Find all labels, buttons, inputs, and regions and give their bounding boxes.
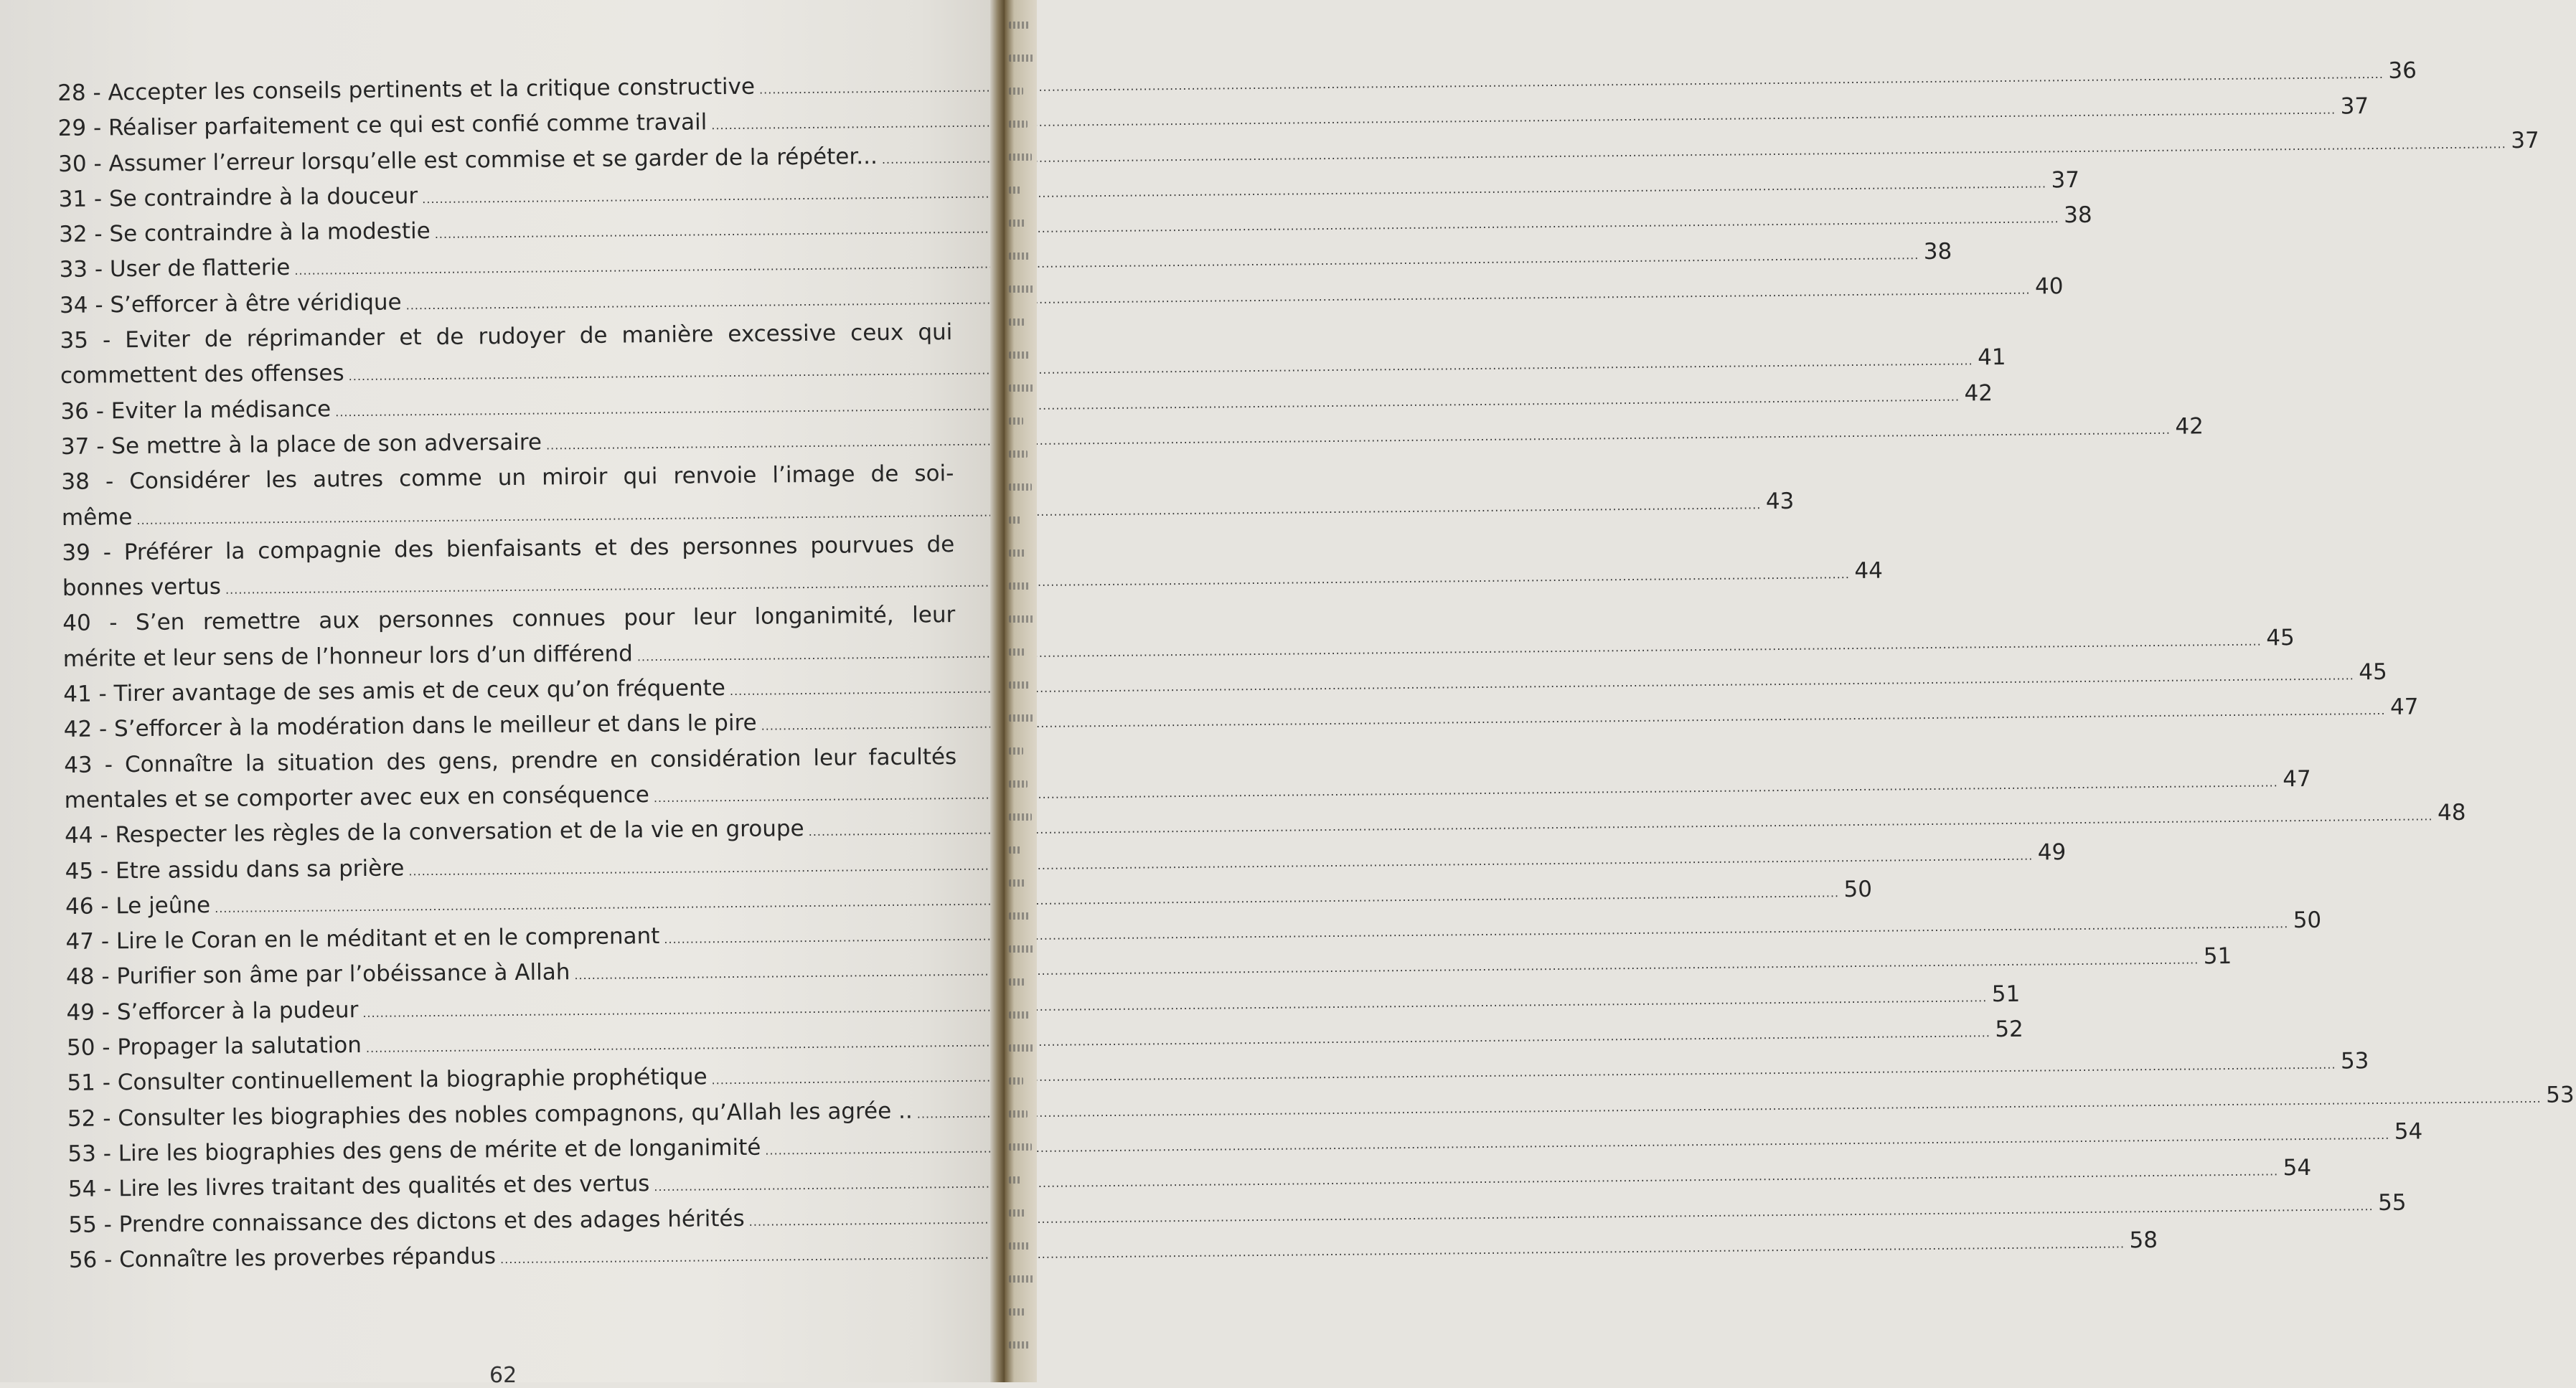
toc-word: réprimander — [246, 324, 385, 352]
toc-word: remettre — [202, 608, 301, 636]
adjacent-page-text-fragment — [1009, 1011, 1029, 1019]
toc-word: les — [265, 467, 298, 494]
toc-entry-title: 55 - Prendre connaissance des dictons et des adages hérités — [68, 1205, 745, 1238]
page-number: 62 — [489, 1363, 517, 1388]
adjacent-page-text-fragment — [1009, 1341, 1029, 1349]
toc-entry-title: 32 - Se contraindre à la modestie — [58, 218, 431, 248]
book-gutter — [990, 0, 1005, 1382]
toc-entry-title: 48 - Purifier son âme par l’obéissance à Allah — [65, 959, 570, 991]
toc-word: des — [629, 534, 669, 561]
toc-word: et — [399, 324, 422, 351]
toc-entry — [66, 1016, 2023, 1066]
toc-entry-title: bonnes vertus — [62, 574, 222, 602]
adjacent-page-text-fragment — [1009, 1143, 1032, 1151]
toc-word: de — [870, 461, 899, 488]
toc-entry-title: 45 - Etre assidu dans sa prière — [65, 854, 405, 884]
adjacent-page-text-fragment — [1009, 187, 1022, 194]
toc-word: renvoie — [673, 462, 757, 490]
toc-word: 35 — [60, 327, 89, 354]
adjacent-page-text-fragment — [1009, 1275, 1035, 1283]
toc-word: excessive — [728, 320, 837, 348]
adjacent-page-text-fragment — [1009, 55, 1033, 62]
toc-entry — [59, 239, 1952, 288]
toc-word: Considérer — [129, 467, 250, 495]
toc-entry-page: 42 — [1964, 379, 1993, 407]
toc-entry-title: 50 - Propager la salutation — [66, 1032, 362, 1061]
toc-word: gens, — [438, 747, 499, 775]
toc-entry-page: 43 — [1765, 488, 1795, 514]
adjacent-page-text-fragment — [1009, 1242, 1030, 1250]
toc-word: 43 — [64, 752, 93, 778]
toc-entry-page: 58 — [2129, 1227, 2158, 1254]
toc-entry — [65, 943, 2232, 995]
adjacent-page-text-fragment — [1009, 285, 1035, 293]
adjacent-page-text-fragment — [1009, 516, 1022, 524]
toc-word: - — [102, 327, 111, 354]
toc-entry-page: 48 — [2437, 800, 2466, 826]
toc-word: ceux — [850, 319, 904, 346]
toc-word: - — [105, 468, 114, 495]
toc-entry-title: 34 - S’efforcer à être véridique — [59, 289, 402, 318]
adjacent-page-text-fragment — [1009, 483, 1032, 491]
toc-word: manière — [621, 321, 714, 349]
toc-entry-page: 36 — [2388, 57, 2417, 84]
toc-entry-title: 47 - Lire le Coran en le méditant et en le comprenant — [65, 923, 660, 955]
toc-word: 39 — [62, 539, 91, 566]
toc-word: prendre — [510, 747, 598, 774]
toc-word: leur — [813, 744, 857, 771]
toc-entry-page: 50 — [1843, 876, 1873, 902]
toc-entry-title: 51 - Consulter continuellement la biographie prophétique — [67, 1064, 708, 1097]
toc-word: rudoyer — [478, 323, 565, 350]
toc-entry-page: 37 — [2051, 166, 2080, 194]
toc-entry-page: 40 — [2034, 273, 2064, 300]
toc-entry-title: 28 - Accepter les conseils pertinents et la critique constructive — [57, 73, 756, 106]
toc-entry — [60, 379, 1993, 430]
toc-word: longanimité, — [754, 603, 894, 631]
toc-entry — [63, 658, 2387, 712]
adjacent-page-text-fragment — [1009, 945, 1035, 953]
toc-entry-title: 33 - User de flatterie — [59, 255, 291, 283]
adjacent-page-text-fragment — [1009, 1044, 1033, 1052]
toc-word: - — [104, 751, 113, 778]
toc-word: l’image — [772, 461, 855, 488]
adjacent-page-text-fragment — [1009, 351, 1029, 359]
toc-word: - — [103, 539, 112, 566]
adjacent-page-text-fragment — [1009, 1176, 1022, 1184]
toc-word: pour — [624, 605, 675, 631]
toc-entry-page: 38 — [2063, 202, 2092, 229]
toc-entry-title: 46 - Le jeûne — [65, 892, 211, 920]
toc-word: aux — [319, 608, 360, 634]
toc-word: des — [393, 536, 434, 563]
adjacent-page-text-fragment — [1009, 549, 1026, 557]
toc-word: soi- — [914, 461, 954, 487]
toc-entry-page: 38 — [1923, 239, 1952, 265]
toc-entry-title: 30 - Assumer l’erreur lorsqu’elle est commise et se garder de la répéter... — [58, 143, 878, 177]
adjacent-page-text-fragment — [1009, 417, 1023, 425]
adjacent-page-text-fragment — [1009, 747, 1023, 755]
adjacent-page-text-fragment — [1009, 384, 1033, 392]
adjacent-page-text-fragment — [1009, 318, 1025, 326]
toc-entry-title: commettent des offenses — [60, 360, 344, 390]
toc-word: qui — [623, 463, 658, 490]
adjacent-page-text-fragment — [1009, 846, 1022, 854]
toc-word: de — [926, 531, 955, 558]
toc-word: compagnie — [258, 537, 382, 565]
adjacent-page-edge — [1005, 0, 1037, 1382]
toc-entry-page: 52 — [1995, 1016, 2023, 1043]
adjacent-page-text-fragment — [1009, 154, 1032, 161]
toc-word: leur — [692, 604, 737, 631]
adjacent-page-text-fragment — [1009, 121, 1028, 128]
toc-entry-page: 50 — [2293, 907, 2322, 934]
toc-word: S’en — [135, 609, 185, 636]
toc-word: de — [436, 324, 464, 351]
toc-entry — [67, 1118, 2423, 1172]
toc-entry-page: 53 — [2340, 1048, 2369, 1075]
toc-entry-title: 36 - Eviter la médisance — [60, 396, 332, 425]
toc-word: la — [245, 750, 265, 777]
toc-entry-title: 56 - Connaître les proverbes répandus — [68, 1243, 497, 1273]
toc-entry-page: 45 — [2359, 658, 2387, 686]
toc-word: la — [225, 538, 245, 565]
toc-entry-page: 55 — [2377, 1189, 2407, 1216]
toc-word: miroir — [542, 463, 608, 491]
adjacent-page-text-fragment — [1009, 582, 1030, 590]
adjacent-page-text-fragment — [1009, 648, 1025, 656]
toc-entry-page: 51 — [2203, 943, 2232, 970]
adjacent-page-text-fragment — [1009, 1110, 1028, 1118]
toc-word: autres — [312, 466, 384, 493]
adjacent-page-text-fragment — [1009, 780, 1028, 788]
toc-word: comme — [399, 465, 482, 492]
toc-word: Eviter — [125, 326, 191, 354]
adjacent-page-text-fragment — [1009, 813, 1032, 821]
adjacent-page-text-fragment — [1009, 88, 1023, 95]
toc-entry-title: même — [61, 504, 133, 531]
toc-entry — [62, 624, 2295, 677]
toc-entry-page: 54 — [2394, 1118, 2423, 1145]
toc-entry — [68, 1227, 2158, 1278]
toc-entry-page: 45 — [2266, 624, 2295, 651]
toc-word: 38 — [61, 468, 90, 496]
toc-word: pourvues — [810, 532, 914, 559]
toc-word: bienfaisants — [446, 534, 582, 562]
adjacent-page-text-fragment — [1009, 879, 1026, 887]
toc-entry-title: 29 - Réaliser parfaitement ce qui est confié comme travail — [57, 109, 708, 142]
toc-word: - — [109, 610, 118, 636]
toc-entry-title: 53 - Lire les biographies des gens de mérite et de longanimité — [67, 1134, 761, 1167]
toc-word: personnes — [682, 532, 798, 560]
toc-word: 40 — [62, 610, 91, 637]
toc-entry-page: 37 — [2511, 127, 2539, 154]
toc-entry — [67, 1155, 2312, 1207]
adjacent-page-text-fragment — [1009, 978, 1025, 986]
toc-word: qui — [918, 319, 953, 346]
toc-entry-page: 37 — [2340, 93, 2369, 120]
toc-entry — [58, 202, 2092, 252]
toc-entry-title: 52 - Consulter les biographies des nobles compagnons, qu’Allah les agrée .. — [67, 1097, 913, 1132]
toc-entry-title: mérite et leur sens de l’honneur lors d’un différend — [62, 641, 634, 672]
toc-entry-page: 53 — [2546, 1082, 2575, 1108]
toc-entry-page: 47 — [2283, 765, 2311, 793]
toc-entry-title: 41 - Tirer avantage de ses amis et de ceux qu’on fréquente — [63, 675, 726, 708]
toc-word: un — [497, 465, 527, 491]
toc-entry-page: 42 — [2175, 413, 2204, 440]
toc-entry-page: 41 — [1977, 344, 2006, 371]
adjacent-page-text-fragment — [1009, 1077, 1023, 1085]
toc-entry — [58, 166, 2080, 217]
toc-word: Préférer — [123, 538, 213, 565]
adjacent-page-text-fragment — [1009, 714, 1033, 722]
toc-word: connues — [512, 605, 606, 633]
toc-entry-title: 37 - Se mettre à la place de son adversaire — [60, 429, 542, 460]
toc-entry-page: 54 — [2283, 1155, 2312, 1181]
toc-entry-title: mentales et se comporter avec eux en conséquence — [64, 782, 650, 813]
adjacent-page-text-fragment — [1009, 1209, 1026, 1217]
toc-entry-title: 54 - Lire les livres traitant des qualités et des vertus — [67, 1171, 650, 1203]
toc-word: en — [610, 746, 639, 773]
toc-word: considération — [649, 745, 802, 773]
adjacent-page-text-fragment — [1009, 681, 1029, 689]
toc-entry-page: 49 — [2037, 839, 2067, 866]
adjacent-page-text-fragment — [1009, 22, 1029, 29]
adjacent-page-text-fragment — [1009, 1308, 1025, 1316]
toc-entry — [65, 876, 1873, 925]
adjacent-page-text-fragment — [1009, 912, 1030, 920]
toc-word: leur — [912, 602, 956, 629]
adjacent-page-text-fragment — [1009, 219, 1026, 227]
toc-entry-title: 44 - Respecter les règles de la conversation et de la vie en groupe — [64, 816, 804, 849]
toc-entry-title: 49 - S’efforcer à la pudeur — [66, 996, 359, 1026]
toc-word: Connaître — [124, 750, 233, 778]
table-of-contents — [57, 57, 2575, 1278]
toc-word: situation — [277, 749, 375, 776]
toc-entry-page: 51 — [1991, 981, 2021, 1007]
toc-entry-page: 44 — [1854, 557, 1884, 585]
toc-word: facultés — [868, 743, 957, 770]
adjacent-page-text-fragment — [1009, 450, 1028, 458]
toc-word: et — [594, 534, 617, 561]
toc-word: de — [579, 322, 608, 349]
adjacent-page-text-fragment — [1009, 252, 1030, 260]
toc-entry-title: 31 - Se contraindre à la douceur — [58, 183, 418, 212]
toc-word: personnes — [377, 606, 494, 634]
toc-entry-title: 42 - S’efforcer à la modération dans le meilleur et dans le pire — [63, 710, 757, 743]
adjacent-page-text-fragment — [1009, 615, 1035, 623]
toc-entry-page: 47 — [2389, 694, 2419, 721]
toc-word: des — [386, 748, 426, 775]
toc-word: de — [204, 326, 232, 353]
